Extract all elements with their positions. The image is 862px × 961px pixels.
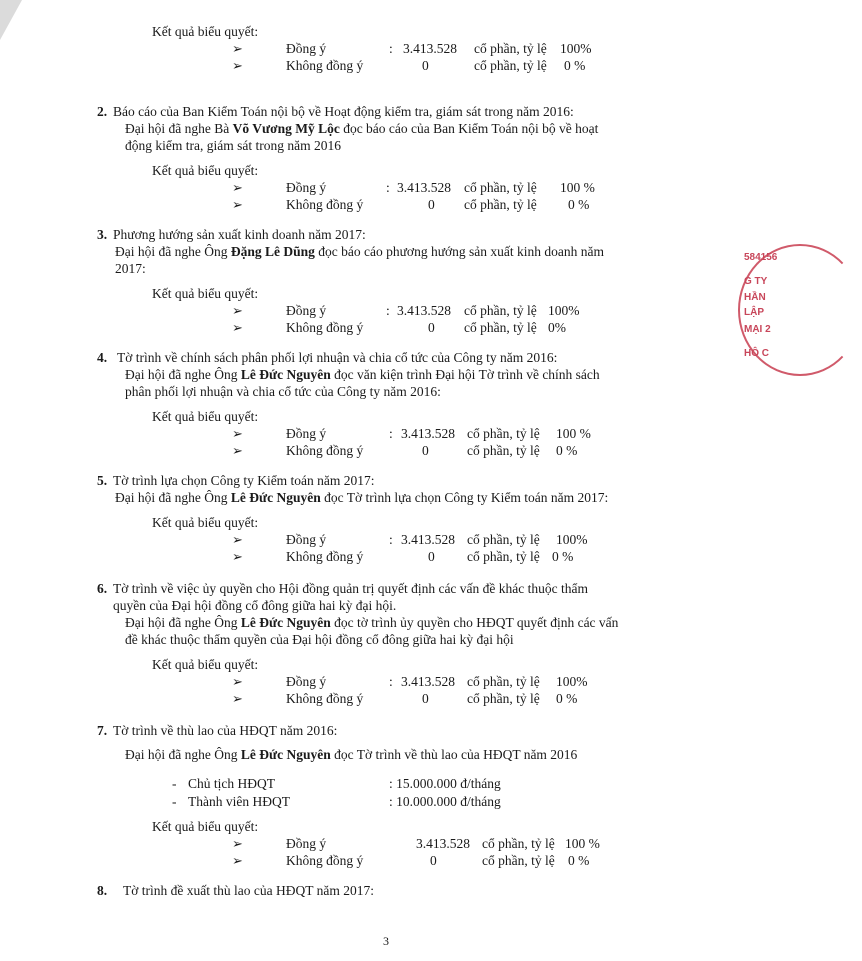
disagree-label: Không đồng ý bbox=[286, 691, 364, 706]
disagree-pct: 0% bbox=[548, 320, 566, 335]
agree-pct: 100 % bbox=[565, 836, 600, 851]
stamp-text: G TY bbox=[744, 276, 768, 287]
shares-ratio: cổ phần, tỷ lệ bbox=[464, 303, 537, 318]
item-body-line: Đại hội đã nghe Ông Lê Đức Nguyên đọc văn kiện trình Đại hội Tờ trình về chính sách bbox=[125, 367, 600, 382]
arrow-icon: ➢ bbox=[232, 41, 243, 56]
arrow-icon: ➢ bbox=[232, 197, 243, 212]
vote-label: Kết quả biểu quyết: bbox=[152, 286, 259, 301]
vote-label: Kết quả biểu quyết: bbox=[152, 819, 259, 834]
agree-shares: 3.413.528 bbox=[403, 41, 457, 56]
bullet-dash: - bbox=[172, 794, 177, 809]
item-body-line: 2017: bbox=[115, 261, 146, 276]
disagree-label: Không đồng ý bbox=[286, 197, 364, 212]
arrow-icon: ➢ bbox=[232, 549, 243, 564]
arrow-icon: ➢ bbox=[232, 836, 243, 851]
disagree-label: Không đồng ý bbox=[286, 853, 364, 868]
disagree-label: Không đồng ý bbox=[286, 549, 364, 564]
agree-label: Đồng ý bbox=[286, 303, 327, 318]
agree-shares: 3.413.528 bbox=[401, 532, 455, 547]
arrow-icon: ➢ bbox=[232, 853, 243, 868]
page-number: 3 bbox=[383, 934, 389, 948]
agree-pct: 100 % bbox=[560, 180, 595, 195]
fee-value: : 10.000.000 đ/tháng bbox=[389, 794, 501, 809]
item-title: Tờ trình lựa chọn Công ty Kiểm toán năm 2017: bbox=[113, 473, 375, 488]
disagree-shares: 0 bbox=[428, 197, 435, 212]
agree-pct: 100 % bbox=[556, 426, 591, 441]
shares-ratio: cổ phần, tỷ lệ bbox=[467, 549, 540, 564]
shares-ratio: cổ phần, tỷ lệ bbox=[467, 426, 540, 441]
item-title: Phương hướng sản xuất kinh doanh năm 2017: bbox=[113, 227, 366, 242]
shares-ratio: cổ phần, tỷ lệ bbox=[482, 853, 555, 868]
fee-label: Chủ tịch HĐQT bbox=[188, 776, 275, 791]
arrow-icon: ➢ bbox=[232, 532, 243, 547]
colon: : bbox=[386, 303, 390, 318]
arrow-icon: ➢ bbox=[232, 58, 243, 73]
disagree-pct: 0 % bbox=[568, 197, 590, 212]
shares-ratio: cổ phần, tỷ lệ bbox=[467, 532, 540, 547]
disagree-pct: 0 % bbox=[564, 58, 586, 73]
disagree-pct: 0 % bbox=[552, 549, 574, 564]
stamp-text: HÔ C bbox=[744, 348, 769, 359]
shares-ratio: cổ phần, tỷ lệ bbox=[467, 691, 540, 706]
colon: : bbox=[389, 674, 393, 689]
agree-shares: 3.413.528 bbox=[397, 303, 451, 318]
disagree-shares: 0 bbox=[422, 691, 429, 706]
agree-label: Đồng ý bbox=[286, 180, 327, 195]
disagree-label: Không đồng ý bbox=[286, 58, 364, 73]
vote-label: Kết quả biểu quyết: bbox=[152, 24, 259, 39]
stamp-text: MẠI 2 bbox=[744, 324, 771, 335]
shares-ratio: cổ phần, tỷ lệ bbox=[467, 443, 540, 458]
colon: : bbox=[389, 426, 393, 441]
item-title: Báo cáo của Ban Kiểm Toán nội bộ về Hoạt động kiểm tra, giám sát trong năm 2016: bbox=[113, 104, 574, 119]
agree-label: Đồng ý bbox=[286, 674, 327, 689]
item-number: 7. bbox=[97, 723, 108, 738]
agree-pct: 100% bbox=[548, 303, 580, 318]
arrow-icon: ➢ bbox=[232, 180, 243, 195]
agree-label: Đồng ý bbox=[286, 532, 327, 547]
item-number: 4. bbox=[97, 350, 108, 365]
agree-label: Đồng ý bbox=[286, 426, 327, 441]
item-body-line: Đại hội đã nghe Ông Đặng Lê Dũng đọc báo cáo phương hướng sản xuất kinh doanh năm bbox=[115, 244, 604, 259]
item-number: 5. bbox=[97, 473, 108, 488]
bullet-dash: - bbox=[172, 776, 177, 791]
item-body-line: Đại hội đã nghe Ông Lê Đức Nguyên đọc Tờ trình về thù lao của HĐQT năm 2016 bbox=[125, 747, 578, 762]
disagree-pct: 0 % bbox=[556, 691, 578, 706]
agree-label: Đồng ý bbox=[286, 41, 327, 56]
agree-pct: 100% bbox=[556, 674, 588, 689]
disagree-label: Không đồng ý bbox=[286, 320, 364, 335]
arrow-icon: ➢ bbox=[232, 443, 243, 458]
agree-pct: 100% bbox=[560, 41, 592, 56]
shares-ratio: cổ phần, tỷ lệ bbox=[474, 41, 547, 56]
scan-corner-shadow bbox=[0, 0, 22, 40]
item-number: 8. bbox=[97, 883, 108, 898]
item-body-line: Đại hội đã nghe Ông Lê Đức Nguyên đọc Tờ trình lựa chọn Công ty Kiểm toán năm 2017: bbox=[115, 490, 609, 505]
arrow-icon: ➢ bbox=[232, 674, 243, 689]
item-body-line: động kiểm tra, giám sát trong năm 2016 bbox=[125, 138, 341, 153]
item-body-line: Đại hội đã nghe Ông Lê Đức Nguyên đọc tờ trình ủy quyền cho HĐQT quyết định các vấn bbox=[125, 615, 619, 630]
agree-pct: 100% bbox=[556, 532, 588, 547]
item-body-line: Đại hội đã nghe Bà Võ Vương Mỹ Lộc đọc báo cáo của Ban Kiểm Toán nội bộ về hoạt bbox=[125, 121, 599, 136]
fee-label: Thành viên HĐQT bbox=[188, 794, 290, 809]
stamp-text: HẦN bbox=[744, 292, 766, 303]
arrow-icon: ➢ bbox=[232, 303, 243, 318]
arrow-icon: ➢ bbox=[232, 320, 243, 335]
agree-shares: 3.413.528 bbox=[401, 674, 455, 689]
agree-shares: 3.413.528 bbox=[401, 426, 455, 441]
arrow-icon: ➢ bbox=[232, 691, 243, 706]
item-number: 6. bbox=[97, 581, 108, 596]
disagree-shares: 0 bbox=[430, 853, 437, 868]
item-number: 2. bbox=[97, 104, 108, 119]
disagree-shares: 0 bbox=[422, 443, 429, 458]
vote-label: Kết quả biểu quyết: bbox=[152, 409, 259, 424]
disagree-label: Không đồng ý bbox=[286, 443, 364, 458]
disagree-pct: 0 % bbox=[556, 443, 578, 458]
vote-label: Kết quả biểu quyết: bbox=[152, 657, 259, 672]
disagree-shares: 0 bbox=[428, 320, 435, 335]
company-stamp bbox=[738, 244, 778, 372]
item-body-line: phân phối lợi nhuận và chia cổ tức của Công ty năm 2016: bbox=[125, 384, 441, 399]
stamp-text: 584156 bbox=[744, 252, 778, 263]
shares-ratio: cổ phần, tỷ lệ bbox=[464, 180, 537, 195]
arrow-icon: ➢ bbox=[232, 426, 243, 441]
item-title: Tờ trình đề xuất thù lao của HĐQT năm 2017: bbox=[123, 883, 374, 898]
stamp-text: LẬP bbox=[744, 307, 764, 318]
vote-label: Kết quả biểu quyết: bbox=[152, 515, 259, 530]
disagree-shares: 0 bbox=[422, 58, 429, 73]
item-title: Tờ trình về việc ủy quyền cho Hội đồng quản trị quyết định các vấn đề khác thuộc thẩm bbox=[113, 581, 589, 596]
colon: : bbox=[386, 180, 390, 195]
shares-ratio: cổ phần, tỷ lệ bbox=[474, 58, 547, 73]
shares-ratio: cổ phần, tỷ lệ bbox=[464, 197, 537, 212]
item-title-cont: quyền của Đại hội đồng cổ đông giữa hai kỳ đại hội. bbox=[113, 598, 397, 613]
agree-shares: 3.413.528 bbox=[416, 836, 470, 851]
disagree-pct: 0 % bbox=[568, 853, 590, 868]
fee-value: : 15.000.000 đ/tháng bbox=[389, 776, 501, 791]
shares-ratio: cổ phần, tỷ lệ bbox=[482, 836, 555, 851]
agree-label: Đồng ý bbox=[286, 836, 327, 851]
item-title: Tờ trình về chính sách phân phối lợi nhuận và chia cổ tức của Công ty năm 2016: bbox=[117, 350, 558, 365]
vote-label: Kết quả biểu quyết: bbox=[152, 163, 259, 178]
item-number: 3. bbox=[97, 227, 108, 242]
item-title: Tờ trình về thù lao của HĐQT năm 2016: bbox=[113, 723, 338, 738]
disagree-shares: 0 bbox=[428, 549, 435, 564]
colon: : bbox=[389, 532, 393, 547]
item-body-line: đề khác thuộc thẩm quyền của Đại hội đồng cổ đông giữa hai kỳ đại hội bbox=[125, 632, 514, 647]
agree-shares: 3.413.528 bbox=[397, 180, 451, 195]
shares-ratio: cổ phần, tỷ lệ bbox=[464, 320, 537, 335]
colon: : bbox=[389, 41, 393, 56]
shares-ratio: cổ phần, tỷ lệ bbox=[467, 674, 540, 689]
